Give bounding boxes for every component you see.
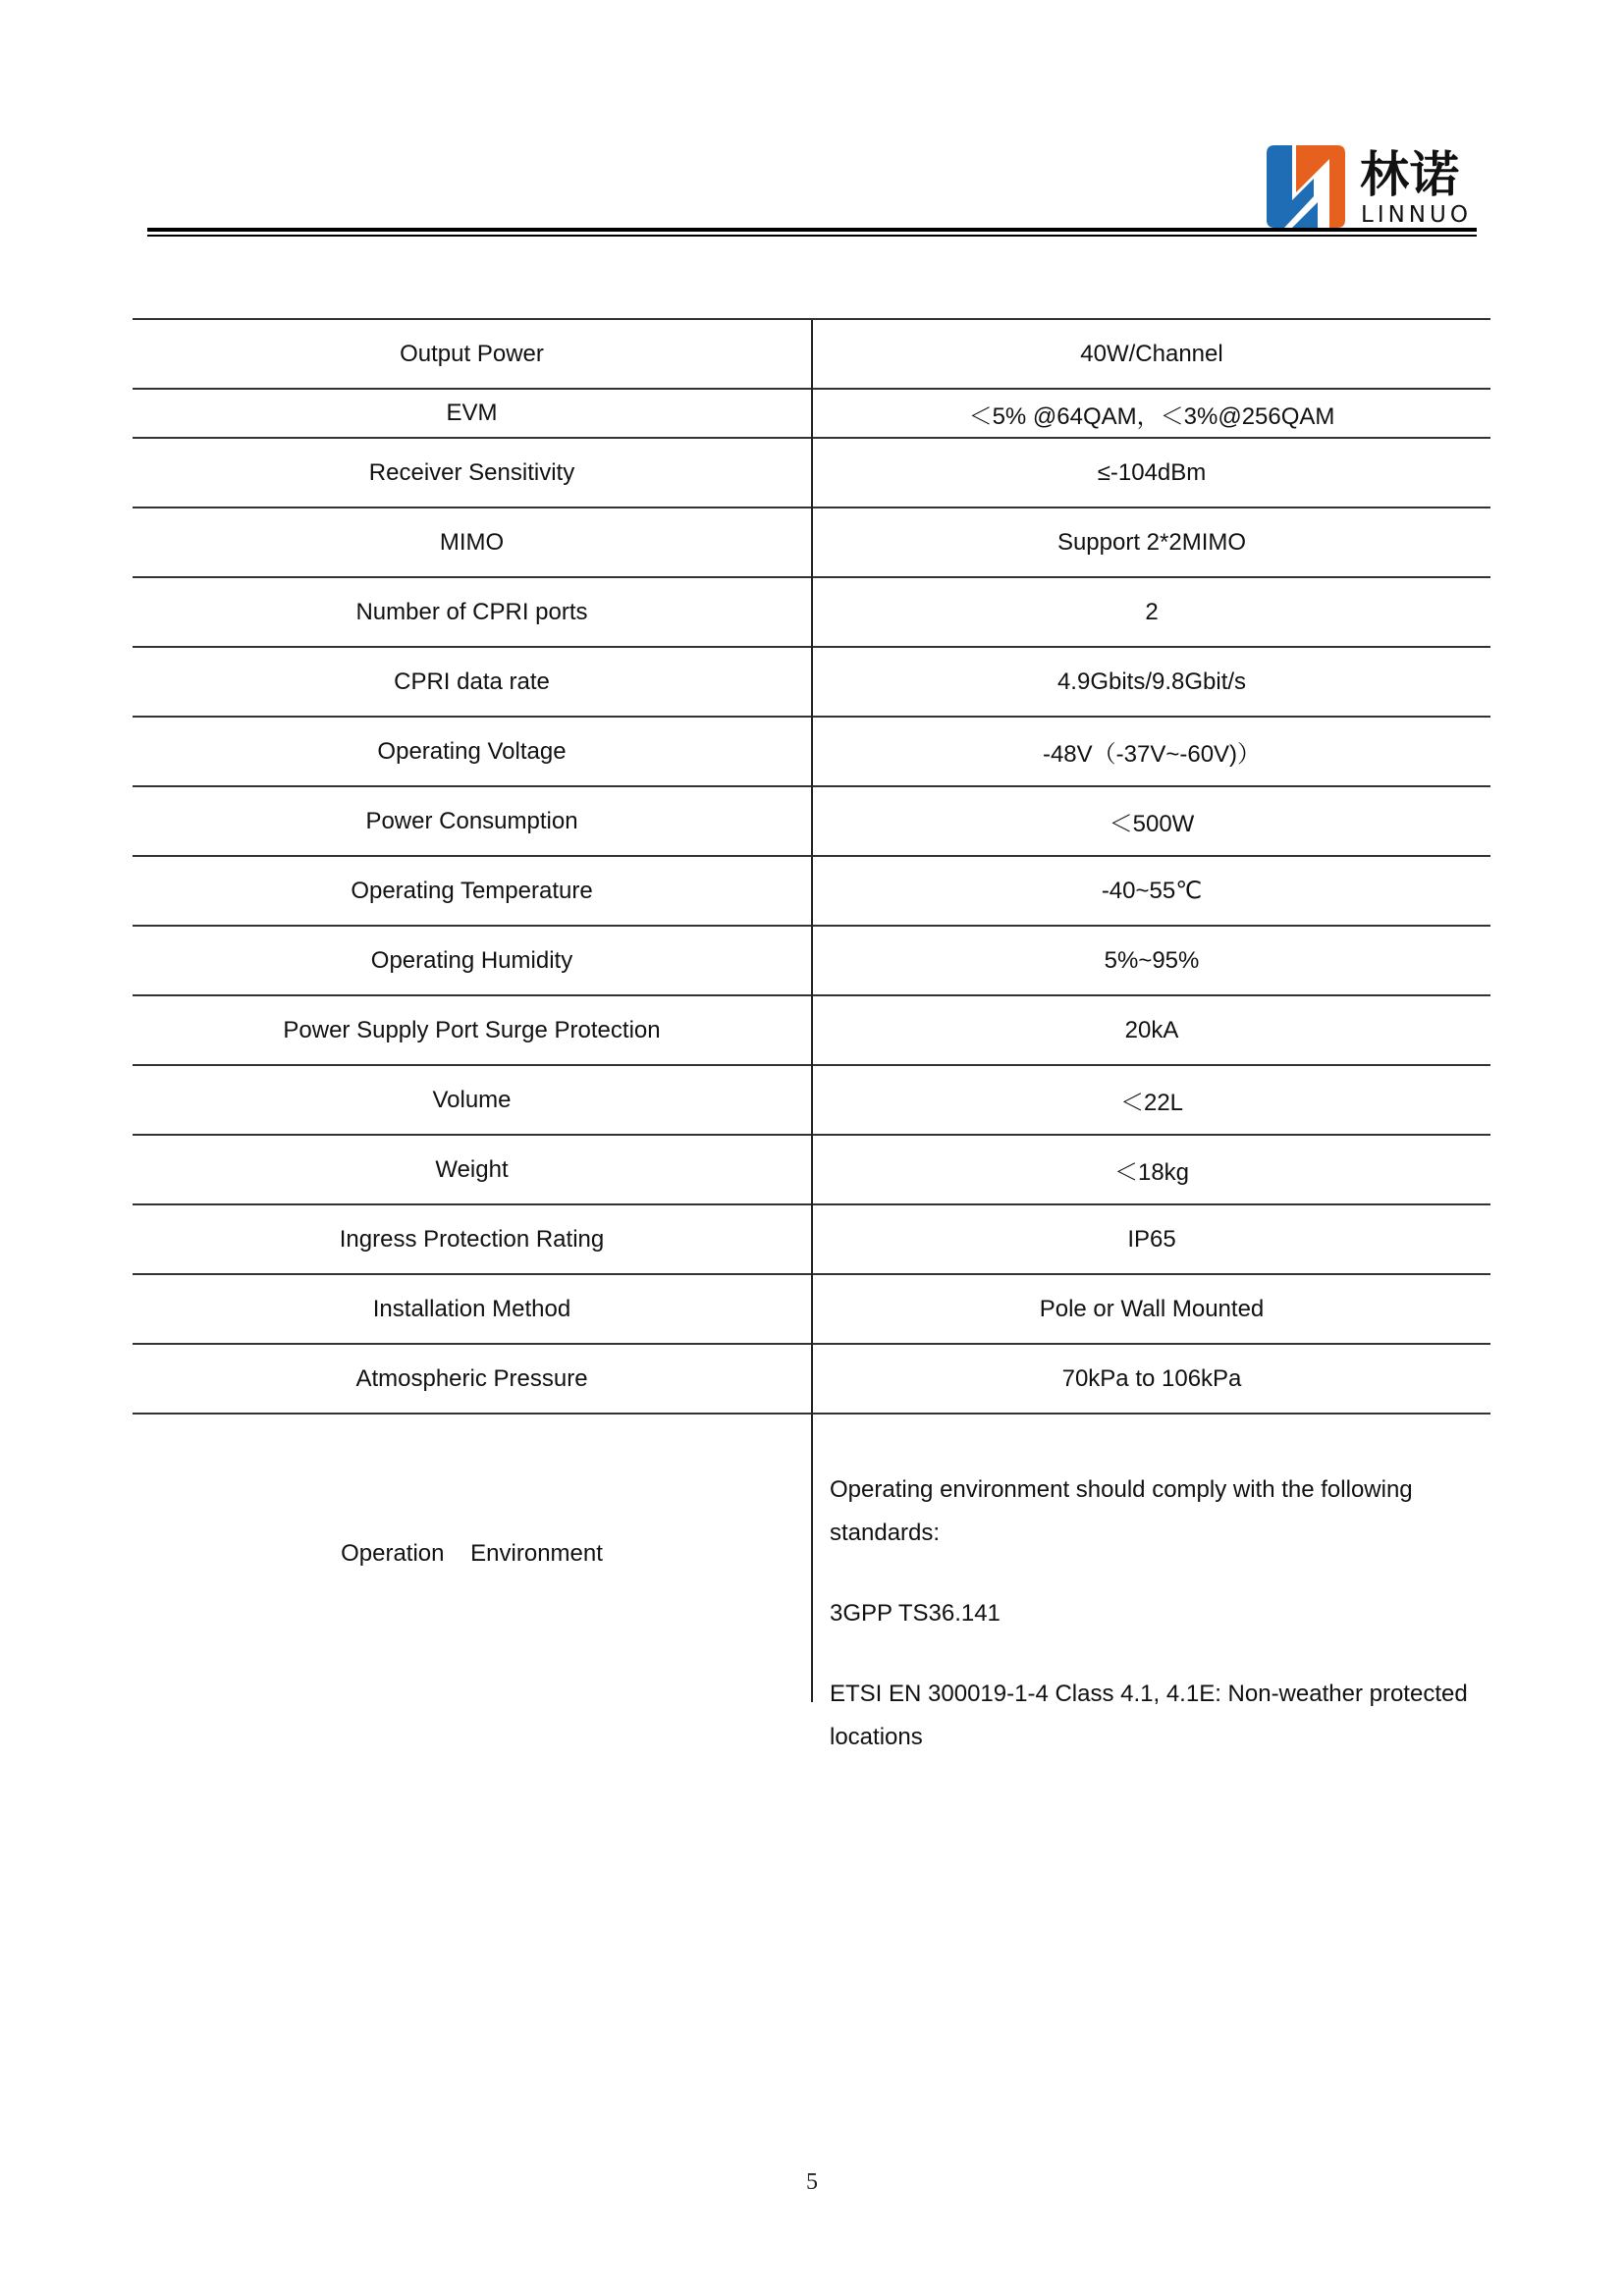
column-divider: [811, 1406, 813, 1702]
spec-label: Receiver Sensitivity: [133, 438, 812, 507]
spec-value: ＜18kg: [812, 1135, 1490, 1204]
table-row: [133, 1135, 1490, 1204]
spec-value: 20kA: [812, 995, 1490, 1065]
logo-text-cn: 林诺: [1360, 146, 1460, 203]
table-row: [133, 507, 1490, 577]
spec-value: Pole or Wall Mounted: [812, 1274, 1490, 1344]
table-row: [133, 1344, 1490, 1414]
environment-standard-etsi: ETSI EN 300019-1-4 Class 4.1, 4.1E: Non-weather protected locations: [830, 1681, 1468, 1750]
spec-label: CPRI data rate: [133, 647, 812, 717]
table-row: [133, 995, 1490, 1065]
environment-standard-3gpp: 3GPP TS36.141: [830, 1600, 1001, 1627]
company-logo: [1267, 143, 1479, 230]
operation-environment-label: Operation Environment: [341, 1540, 603, 1567]
operation-environment-row: [133, 1406, 1490, 1750]
spec-label: Installation Method: [133, 1274, 812, 1344]
spec-value: 70kPa to 106kPa: [812, 1344, 1490, 1414]
spec-label: Weight: [133, 1135, 812, 1204]
table-row: [133, 577, 1490, 647]
spec-label: Output Power: [133, 319, 812, 389]
spec-value: 40W/Channel: [812, 319, 1490, 389]
spec-label: Number of CPRI ports: [133, 577, 812, 647]
spec-value: 5%~95%: [812, 926, 1490, 995]
spec-value: -48V（-37V~-60V)）: [812, 717, 1490, 786]
spec-value: -40~55℃: [812, 856, 1490, 926]
table-row: [133, 1065, 1490, 1135]
spec-value: Support 2*2MIMO: [812, 507, 1490, 577]
spec-label: Operating Humidity: [133, 926, 812, 995]
table-row: [133, 717, 1490, 786]
environment-intro: Operating environment should comply with the following standards:: [830, 1476, 1413, 1546]
spec-value: 2: [812, 577, 1490, 647]
table-row: [133, 1274, 1490, 1344]
linnuo-logo-icon: [1267, 145, 1345, 228]
spec-label: Volume: [133, 1065, 812, 1135]
table-row: [133, 389, 1490, 438]
spec-value: ＜22L: [812, 1065, 1490, 1135]
spec-value: 4.9Gbits/9.8Gbit/s: [812, 647, 1490, 717]
table-row: [133, 926, 1490, 995]
spec-label: MIMO: [133, 507, 812, 577]
spec-label: Operating Temperature: [133, 856, 812, 926]
spec-value: ＜500W: [812, 786, 1490, 856]
spec-label: EVM: [133, 389, 812, 438]
table-row: [133, 856, 1490, 926]
page-number: 5: [806, 2169, 818, 2195]
spec-label: Power Supply Port Surge Protection: [133, 995, 812, 1065]
header-rule-thick: [147, 228, 1477, 232]
table-row: [133, 438, 1490, 507]
spec-label: Ingress Protection Rating: [133, 1204, 812, 1274]
spec-label: Atmospheric Pressure: [133, 1344, 812, 1414]
spec-label: Power Consumption: [133, 786, 812, 856]
table-row: [133, 647, 1490, 717]
header-rule-thin: [147, 235, 1477, 237]
table-row: [133, 786, 1490, 856]
table-row: [133, 319, 1490, 389]
spec-value: IP65: [812, 1204, 1490, 1274]
table-row: [133, 1204, 1490, 1274]
spec-label: Operating Voltage: [133, 717, 812, 786]
spec-table: [133, 318, 1490, 1415]
spec-value: ≤-104dBm: [812, 438, 1490, 507]
operation-environment-value: [830, 1468, 1478, 1759]
spec-value: ＜5% @64QAM，＜3%@256QAM: [812, 389, 1490, 438]
logo-text-en: LINNUO: [1361, 202, 1472, 228]
